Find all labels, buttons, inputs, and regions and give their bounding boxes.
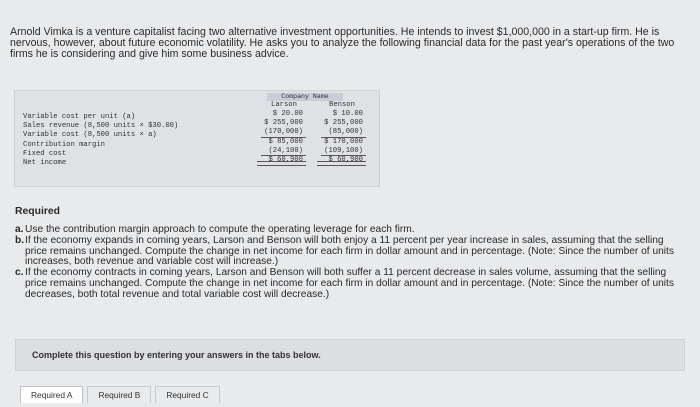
larson-cell: $ 255,000 xyxy=(264,119,303,128)
benson-cell: $ 170,000 xyxy=(324,137,363,146)
larson-cell: (24,100) xyxy=(249,147,309,156)
complete-instructions: Complete this question by entering your answers in the tabs below. xyxy=(32,350,321,360)
instructions-box xyxy=(15,339,685,371)
part-text: If the economy contracts in coming years, Larson and Benson will both suffer a 11 percent decrease in sales volume, assuming that the selling price remains unchanged. Compute the change in net income for each firm in dollar amount and in percentage. (Note: Since the number of units decreases, both total revenue and total variable cost will decrease.) xyxy=(25,267,674,300)
tab-required-a[interactable]: Required A xyxy=(20,386,83,403)
required-part-b xyxy=(15,236,685,268)
problem-intro: Arnold Vimka is a venture capitalist facing two alternative investment opportunities. He intends to invest $1,000,000 in a start-up firm. He is nervous, however, about future economic volatility. He asks you to analyze the following financial data for the past year's operations of the two firms he is considering and give him some business advice. xyxy=(10,26,675,60)
row-label: Variable cost (8,500 units × a) xyxy=(23,131,157,140)
required-heading: Required xyxy=(15,206,61,217)
larson-cell: (170,000) xyxy=(249,128,309,137)
column-header-larson: Larson xyxy=(271,101,297,109)
required-part-c xyxy=(15,268,685,300)
benson-cell: $ 255,000 xyxy=(324,119,363,128)
row-label: Sales revenue (8,500 units × $30.00) xyxy=(23,122,179,131)
required-parts xyxy=(15,225,685,301)
larson-cell: $ 85,000 xyxy=(268,137,303,146)
part-letter: c. xyxy=(15,267,24,279)
part-text: If the economy expands in coming years, Larson and Benson will both enjoy a 11 percent per year increase in sales, assuming that the selling price remains unchanged. Compute the change in net income for each firm in dollar amount and in percentage. (Note: Since the number of units increases, both revenue and variable cost will increase.) xyxy=(25,234,674,268)
larson-cell: $ 60,900 xyxy=(249,156,309,165)
benson-cell: (109,100) xyxy=(309,147,369,156)
column-header-benson: Benson xyxy=(329,101,355,109)
benson-cell: $ 60,900 xyxy=(309,156,369,165)
part-letter: a. xyxy=(15,224,24,235)
larson-cell: $ 20.00 xyxy=(272,110,303,118)
row-labels xyxy=(23,113,178,168)
financial-data-table xyxy=(14,90,380,187)
company-name-header: Company Name xyxy=(267,93,343,101)
row-label: Contribution margin xyxy=(23,140,105,149)
part-letter: b. xyxy=(15,234,25,246)
row-label: Net income xyxy=(23,158,67,167)
row-label: Fixed cost xyxy=(23,149,67,158)
value-columns xyxy=(249,93,373,165)
tab-required-c[interactable]: Required C xyxy=(155,386,219,403)
part-text: Use the contribution margin approach to compute the operating leverage for each firm. xyxy=(25,224,415,235)
answer-tabs xyxy=(20,386,220,403)
tab-required-b[interactable]: Required B xyxy=(87,386,151,403)
row-label: Variable cost per unit (a) xyxy=(23,113,136,121)
benson-cell: $ 10.00 xyxy=(332,110,363,118)
benson-cell: (85,000) xyxy=(309,128,369,137)
